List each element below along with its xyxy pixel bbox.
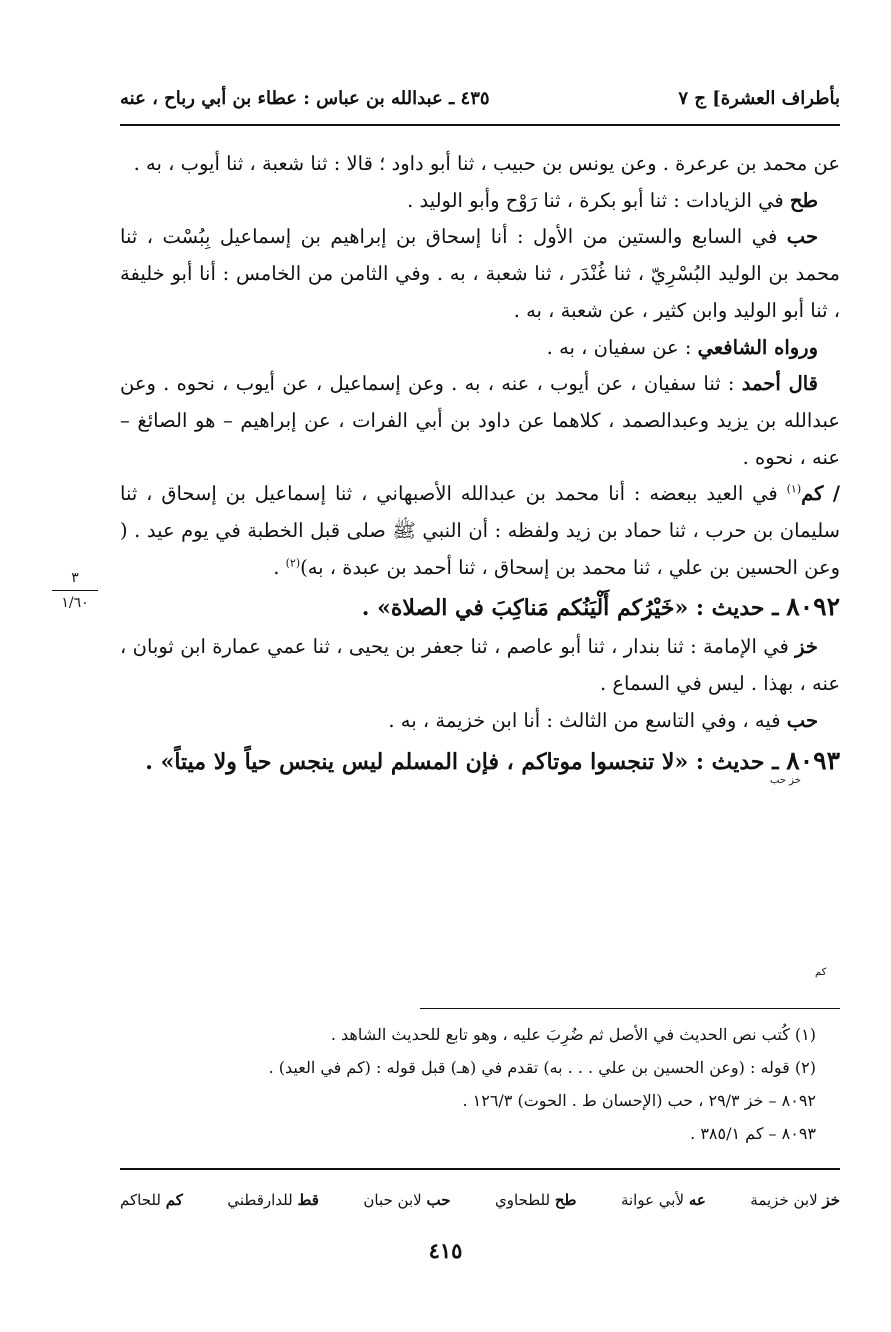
heading-siglum: كم [815,967,827,978]
main-text [120,146,840,783]
heading-siglum: خز حب [770,775,801,786]
abbreviation-legend [120,1183,840,1217]
hadith-title: ـ حديث : «لا تنجسوا موتاكم ، فإن المسلم ليس ينجس حياً ولا ميتاً» . [145,748,787,775]
source-siglum: قال أحمد [741,372,819,396]
paragraph-text: عن محمد بن عرعرة . وعن يونس بن حبيب ، ثنا أبو داود ؛ قالا : ثنا شعبة ، ثنا أيوب ، به . [133,152,840,175]
legend-item [227,1191,319,1209]
paragraph [120,629,840,702]
paragraph [120,703,840,740]
legend-name: لابن خزيمة [750,1191,818,1209]
footnotes [120,1018,840,1150]
hadith-heading [120,586,840,629]
legend-name: لأبي عوانة [620,1191,685,1209]
footnote: ٨٠٩٢ – خز ٢٩/٣ ، حب (الإحسان ط . الحوت) ١٢٦/٣ . [462,1091,816,1110]
legend-item [495,1191,576,1209]
legend-item [120,1191,183,1209]
source-siglum: حب [786,225,818,249]
footnote: (٢) قوله : (وعن الحسين بن علي . . . به) تقدم في (هـ) قبل قوله : (كم في العيد) . [268,1058,816,1077]
header-rule [120,124,840,126]
hadith-title: ـ حديث : «خَيْرُكم أَلْيَنُكم مَناكِبَ في الصلاة» . [361,595,787,622]
source-siglum: ورواه الشافعي [697,335,818,359]
margin-note [52,568,98,613]
legend-abbr: قط [297,1191,319,1209]
margin-note-bottom: ١/٦٠ [52,590,98,613]
paragraph [120,476,840,586]
source-siglum: خز [795,635,818,659]
footnote: ٨٠٩٣ – كم ٣٨٥/١ . [690,1124,816,1143]
header-volume: بأطراف العشرة] ج ٧ [678,87,840,109]
paragraph-text: في السابع والستين من الأول : أنا إسحاق بن إبراهيم بن إسماعيل بِبُسْت ، ثنا محمد بن الوليد البُسْرِيّ ، ثنا غُنْدَر ، ثنا شعبة ، به . وفي الثامن من الخامس : أنا أبو خليفة ، ثنا أبو الوليد وابن كثير ، عن شعبة ، به . [120,225,840,322]
legend-abbr: خز [822,1191,840,1209]
hadith-number: ٨٠٩٢ [786,592,840,622]
legend-abbr: عه [688,1191,706,1209]
source-siglum: حب [786,708,818,732]
paragraph [120,330,840,367]
paragraph [120,146,840,183]
legend-abbr: طح [554,1191,577,1209]
hadith-number: ٨٠٩٣ [786,745,840,775]
paragraph [120,366,840,476]
paragraph-text: فيه ، وفي التاسع من الثالث : أنا ابن خزيمة ، به . [388,708,787,732]
running-header [120,78,840,118]
legend-item [363,1191,450,1209]
footnote-ref: (١) [786,482,802,496]
paragraph-text: في العيد ببعضه : أنا محمد بن عبدالله الأصبهاني ، ثنا إسماعيل بن إسحاق ، ثنا سليمان بن حرب ، ثنا حماد بن زيد ولفظه : أن النبي ﷺ صلى قبل الخطبة في يوم عيد . ( وعن الحسين بن علي ، ثنا محمد بن إسحاق ، ثنا أحمد بن عبدة ، به) [120,482,840,579]
legend-item [750,1191,840,1209]
paragraph [120,183,840,220]
paragraph-text: : ثنا سفيان ، عن أيوب ، عنه ، به . وعن إسماعيل ، عن أيوب ، نحوه . وعن عبدالله بن يزيد وعبدالصمد ، كلاهما عن داود بن أبي الفرات ، عن إبراهيم – هو الصائغ – عنه ، نحوه . [120,372,840,469]
footnote-rule [420,1008,840,1009]
legend-abbr: حب [426,1191,451,1209]
paragraph-text: في الإمامة : ثنا بندار ، ثنا أبو عاصم ، ثنا جعفر بن يحيى ، ثنا عمي عمارة ابن ثوبان ، عنه ، بهذا . ليس في السماع . [120,635,840,696]
paragraph-text: في الزيادات : ثنا أبو بكرة ، ثنا رَوْح وأبو الوليد . [407,188,790,212]
legend-name: للدارقطني [227,1191,293,1209]
legend-name: للطحاوي [494,1191,551,1209]
source-siglum: طح [789,188,818,212]
legend-name: للحاكم [120,1191,161,1209]
legend-rule [120,1168,840,1170]
paragraph-text: . [273,555,286,579]
hadith-heading [120,740,840,783]
header-section: ٤٣٥ ـ عبدالله بن عباس : عطاء بن أبي رباح ، عنه [120,87,490,109]
footnote-ref: (٢) [285,556,301,570]
paragraph-text: : عن سفيان ، به . [546,335,698,359]
footnote: (١) كُتب نص الحديث في الأصل ثم ضُرِبَ عليه ، وهو تابع للحديث الشاهد . [330,1025,816,1044]
legend-item [621,1191,706,1209]
legend-abbr: كم [165,1191,183,1209]
paragraph [120,219,840,329]
legend-name: لابن حبان [363,1191,422,1209]
source-siglum: / كم [801,482,840,506]
page-number: ٤١٥ [428,1238,463,1263]
margin-note-top: ٣ [71,570,79,586]
